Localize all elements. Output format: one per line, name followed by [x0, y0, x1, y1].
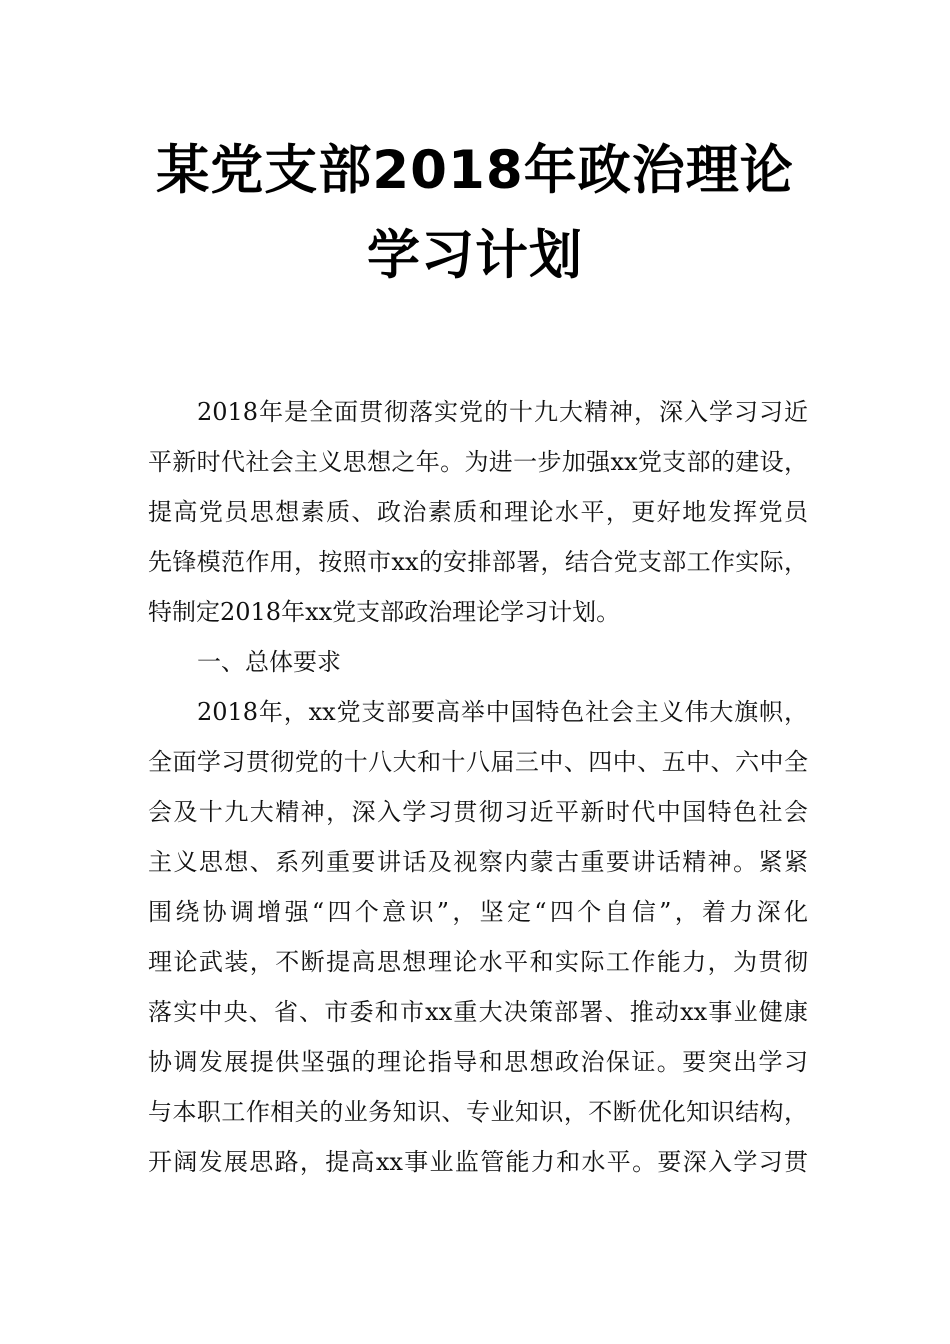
- paragraph-line: 2018年，xx党支部要高举中国特色社会主义伟大旗帜，: [197, 698, 808, 726]
- paragraph-line: 会及十九大精神，深入学习贯彻习近平新时代中国特色社会: [148, 798, 808, 826]
- paragraph-line: 理论武装，不断提高思想理论水平和实际工作能力，为贯彻: [148, 948, 808, 976]
- paragraph-line: 提高党员思想素质、政治素质和理论水平，更好地发挥党员: [148, 498, 808, 526]
- section-heading: 一、总体要求: [197, 648, 341, 676]
- paragraph-line: 围绕协调增强“四个意识”，坚定“四个自信”，着力深化: [148, 898, 808, 926]
- paragraph-line: 全面学习贯彻党的十八大和十八届三中、四中、五中、六中全: [148, 748, 808, 776]
- paragraph-line: 2018年是全面贯彻落实党的十九大精神，深入学习习近: [197, 398, 808, 426]
- paragraph-line: 协调发展提供坚强的理论指导和思想政治保证。要突出学习: [148, 1048, 808, 1076]
- paragraph-line: 开阔发展思路，提高xx事业监管能力和水平。要深入学习贯: [148, 1148, 808, 1176]
- document-title-line-2: 学习计划: [367, 225, 583, 286]
- paragraph-line: 平新时代社会主义思想之年。为进一步加强xx党支部的建设，: [148, 448, 808, 476]
- paragraph-line: 主义思想、系列重要讲话及视察内蒙古重要讲话精神。紧紧: [148, 848, 808, 876]
- paragraph-line: 与本职工作相关的业务知识、专业知识，不断优化知识结构，: [148, 1098, 808, 1126]
- paragraph-line: 先锋模范作用，按照市xx的安排部署，结合党支部工作实际，: [148, 548, 808, 576]
- document-body: [148, 387, 808, 1187]
- paragraph-line: 落实中央、省、市委和市xx重大决策部署、推动xx事业健康: [148, 998, 808, 1026]
- document-title-line-1: 某党支部2018年政治理论: [156, 140, 794, 201]
- paragraph-line: 特制定2018年xx党支部政治理论学习计划。: [148, 598, 621, 626]
